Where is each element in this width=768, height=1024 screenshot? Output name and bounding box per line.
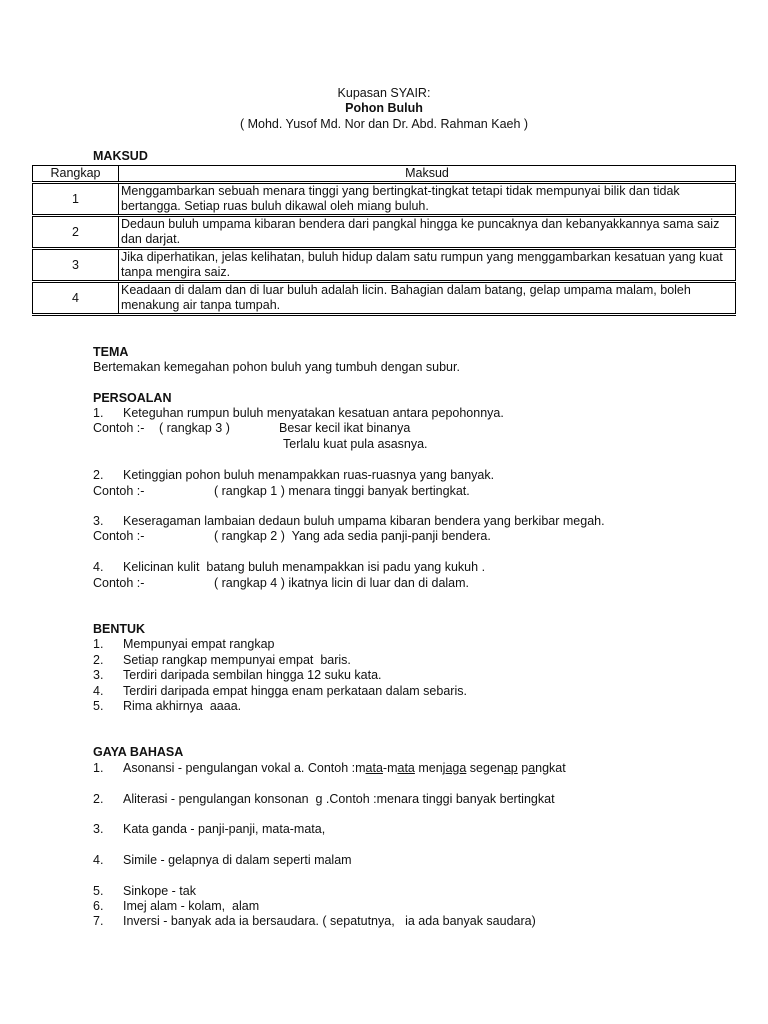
item-text: Kelicinan kulit batang buluh menampakkan isi padu yang kukuh . bbox=[123, 560, 486, 574]
gaya-bahasa-item bbox=[93, 853, 352, 869]
item-number: 3. bbox=[93, 822, 104, 836]
item-number: 6. bbox=[93, 899, 104, 913]
contoh-label: Contoh :- bbox=[93, 421, 145, 435]
gaya-bahasa-item bbox=[93, 761, 566, 777]
plain-segment: -m bbox=[382, 761, 398, 775]
underlined-segment: a bbox=[528, 761, 536, 775]
item-number: 3. bbox=[93, 514, 104, 528]
item-text: Kata ganda - panji-panji, mata-mata, bbox=[123, 822, 326, 836]
item-text: Rima akhirnya aaaa. bbox=[123, 699, 242, 713]
item-text: Ketinggian pohon buluh menampakkan ruas-ruasnya yang banyak. bbox=[123, 468, 495, 482]
plain-segment: p bbox=[517, 761, 529, 775]
rangkap-number: 2 bbox=[33, 216, 119, 249]
item-text: Sinkope - tak bbox=[123, 884, 196, 898]
item-number: 4. bbox=[93, 853, 104, 867]
item-text: Aliterasi - pengulangan konsonan g .Contoh :menara ting bbox=[123, 792, 443, 806]
item-number: 2. bbox=[93, 468, 104, 482]
poem-authors: ( Mohd. Yusof Md. Nor dan Dr. Abd. Rahman Kaeh ) bbox=[239, 117, 529, 131]
plain-segment: kat bbox=[537, 792, 555, 806]
bentuk-item bbox=[93, 699, 241, 715]
tema-heading: TEMA bbox=[93, 345, 129, 359]
bentuk-item bbox=[93, 637, 274, 653]
persoalan-item bbox=[93, 468, 494, 484]
maksud-text: Dedaun buluh umpama kibaran bendera dari pangkal hingga ke puncaknya dan kebanyakkannya sama saiz dan darjat. bbox=[119, 216, 736, 249]
item-number: 5. bbox=[93, 884, 104, 898]
rangkap-number: 3 bbox=[33, 249, 119, 282]
persoalan-contoh-line bbox=[214, 576, 469, 592]
persoalan-contoh-line bbox=[214, 484, 470, 500]
bentuk-item bbox=[93, 653, 351, 669]
item-text: Keteguhan rumpun buluh menyatakan kesatuan antara pepohonnya. bbox=[123, 406, 504, 420]
underlined-segment: aga bbox=[445, 761, 467, 775]
maksud-text: Menggambarkan sebuah menara tinggi yang bertingkat-tingkat tetapi tidak mempunyai bilik dan tidak bertangga. Setiap ruas buluh dikawal oleh miang buluh. bbox=[119, 183, 736, 216]
plain-segment: menj bbox=[414, 761, 446, 775]
gaya-bahasa-heading: GAYA BAHASA bbox=[93, 745, 184, 759]
gaya-bahasa-item bbox=[93, 792, 555, 808]
maksud-table bbox=[32, 165, 736, 316]
item-number: 7. bbox=[93, 914, 104, 928]
table-row bbox=[33, 183, 736, 216]
item-number: 1. bbox=[93, 637, 104, 651]
contoh-text: Besar kecil ikat binanya bbox=[279, 421, 411, 435]
item-number: 4. bbox=[93, 560, 104, 574]
contoh-text: ikatnya licin di luar dan di dalam. bbox=[288, 576, 470, 590]
tema-text: Bertemakan kemegahan pohon buluh yang tumbuh dengan subur. bbox=[93, 360, 460, 374]
plain-segment: ngkat bbox=[535, 761, 566, 775]
item-text: Keseragaman lambaian dedaun buluh umpama kibaran bendera yang berkibar megah. bbox=[123, 514, 605, 528]
contoh-ref: ( rangkap 4 ) bbox=[214, 576, 285, 590]
persoalan-contoh-line bbox=[214, 529, 491, 545]
contoh-label: Contoh :- bbox=[93, 529, 145, 543]
plain-segment: segen bbox=[466, 761, 504, 775]
table-row bbox=[33, 249, 736, 282]
contoh-label: Contoh :- bbox=[93, 484, 145, 498]
column-header-maksud: Maksud bbox=[119, 166, 736, 183]
table-row bbox=[33, 282, 736, 315]
contoh-label: Contoh :- bbox=[93, 576, 145, 590]
rangkap-number: 4 bbox=[33, 282, 119, 315]
item-number: 4. bbox=[93, 684, 104, 698]
item-text: Terdiri daripada empat hingga enam perkataan dalam sebaris. bbox=[123, 684, 467, 698]
contoh-ref: ( rangkap 2 ) bbox=[214, 529, 285, 543]
underlined-segment: g bbox=[442, 792, 450, 806]
underlined-segment: ata bbox=[397, 761, 415, 775]
persoalan-item bbox=[93, 406, 504, 422]
item-text: Imej alam - kolam, alam bbox=[123, 899, 260, 913]
persoalan-item bbox=[93, 514, 605, 530]
item-number: 2. bbox=[93, 792, 104, 806]
underlined-segment: ap bbox=[503, 761, 518, 775]
maksud-text: Jika diperhatikan, jelas kelihatan, buluh hidup dalam satu rumpun yang menggambarkan kesatuan yang kuat tanpa mengira saiz. bbox=[119, 249, 736, 282]
gaya-bahasa-item bbox=[93, 914, 536, 930]
contoh-text-2: Terlalu kuat pula asasnya. bbox=[283, 437, 428, 451]
table-header-row bbox=[33, 166, 736, 183]
document-title: Kupasan SYAIR: bbox=[337, 86, 431, 100]
bentuk-heading: BENTUK bbox=[93, 622, 146, 636]
contoh-text: menara tinggi banyak bertingkat. bbox=[288, 484, 470, 498]
gaya-bahasa-item bbox=[93, 899, 259, 915]
contoh-ref: ( rangkap 1 ) bbox=[214, 484, 285, 498]
bentuk-item bbox=[93, 684, 467, 700]
bentuk-item bbox=[93, 668, 382, 684]
item-text: Simile - gelapnya di dalam seperti malam bbox=[123, 853, 352, 867]
maksud-heading: MAKSUD bbox=[93, 149, 148, 163]
contoh-text: Yang ada sedia panji-panji bendera. bbox=[291, 529, 491, 543]
gaya-bahasa-item bbox=[93, 822, 325, 838]
persoalan-heading: PERSOALAN bbox=[93, 391, 172, 405]
item-text: Inversi - banyak ada ia bersaudara. ( sepatutnya, ia ada banyak saudara) bbox=[123, 914, 536, 928]
persoalan-contoh bbox=[93, 421, 144, 437]
underlined-segment: ata bbox=[365, 761, 383, 775]
table-row bbox=[33, 216, 736, 249]
item-text: Setiap rangkap mempunyai empat baris. bbox=[123, 653, 351, 667]
item-number: 3. bbox=[93, 668, 104, 682]
item-text: Mempunyai empat rangkap bbox=[123, 637, 275, 651]
poem-title: Pohon Buluh bbox=[345, 101, 423, 115]
maksud-text: Keadaan di dalam dan di luar buluh adalah licin. Bahagian dalam batang, gelap umpama malam, boleh menakung air tanpa tumpah. bbox=[119, 282, 736, 315]
item-number: 1. bbox=[93, 761, 104, 775]
item-number: 2. bbox=[93, 653, 104, 667]
contoh-ref: ( rangkap 3 ) bbox=[159, 421, 230, 435]
item-number: 1. bbox=[93, 406, 104, 420]
item-number: 5. bbox=[93, 699, 104, 713]
gaya-bahasa-item bbox=[93, 884, 196, 900]
column-header-rangkap: Rangkap bbox=[33, 166, 119, 183]
underlined-segment: g bbox=[530, 792, 538, 806]
plain-segment: i banyak bertin bbox=[449, 792, 531, 806]
rangkap-number: 1 bbox=[33, 183, 119, 216]
item-text: Asonansi - pengulangan vokal a. Contoh :m bbox=[123, 761, 366, 775]
item-text: Terdiri daripada sembilan hingga 12 suku kata. bbox=[123, 668, 382, 682]
persoalan-item bbox=[93, 560, 485, 576]
